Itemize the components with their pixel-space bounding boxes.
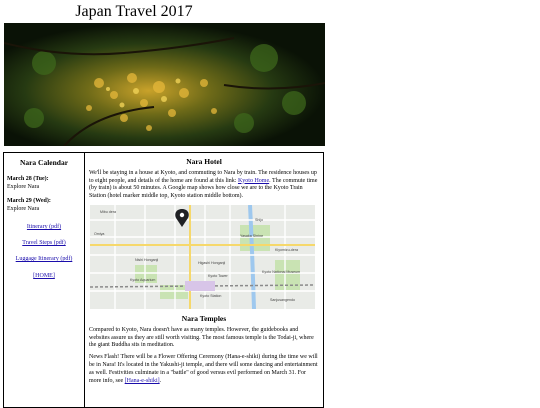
temples-heading: Nara Temples (181, 313, 227, 323)
main-content (85, 153, 323, 407)
map-label: Sanjusangendo (270, 297, 295, 302)
hana-e-shiki-link[interactable]: [Hana-e-shiki] (124, 377, 160, 384)
banner-photo (4, 23, 325, 146)
hotel-paragraph (89, 170, 319, 201)
map-label: Yasaka Shrine (240, 233, 264, 238)
calendar-date: March 28 (Tue): (7, 176, 49, 182)
hotel-heading: Nara Hotel (186, 157, 222, 166)
map-label: Kyoto National Museum (262, 269, 301, 274)
calendar-date: March 29 (Wed): (7, 198, 51, 204)
calendar-text: Explore Nara (7, 184, 40, 190)
sidebar (4, 153, 85, 407)
news-text-end: . (159, 377, 162, 384)
news-text: News Flash! There will be a Flower Offering Ceremony (Hana-e-shiki) during the time we will be in Nara! It's located in the Yakushi-ji temple, and there will some dancing and entertainment as well. Festivities culminate in a "battle" of good versus evil performed on March 31. For more info, see (89, 354, 318, 384)
luggage-itinerary-link[interactable]: Luggage Itinerary (pdf) (15, 256, 73, 262)
page-title: Japan Travel 2017 (75, 3, 193, 20)
calendar-entry (7, 197, 81, 213)
map-label: Shijo (255, 217, 263, 222)
map-label: Nishi Honganji (135, 257, 159, 262)
map-label: Kyoto Tower (208, 273, 228, 278)
calendar-entry (7, 175, 81, 191)
hotel-text: We'll be staying in a house at Kyoto, and commuting to Nara by train. The residence houses up to eight people, and details of the home are found at this link: (89, 169, 317, 184)
sidebar-heading: Nara Calendar (19, 158, 69, 167)
map-label: Kyoto Aquarium (130, 277, 156, 282)
map-label: Kiyomizu-dera (275, 247, 298, 252)
map-label: Omiya (94, 231, 105, 236)
home-link[interactable]: [HOME] (33, 273, 55, 279)
map-label: Kyoto Station (200, 293, 222, 298)
content-table (3, 152, 324, 408)
map-label: Mibu dera (100, 209, 116, 214)
travel-steps-link[interactable]: Travel Steps (pdf) (22, 240, 66, 246)
temples-paragraph: Compared to Kyoto, Nara doesn't have as many temples. However, the guidebooks and websites assure us they are still worth visiting. The most famous temple is the Todai-ji, where the giant Buddha sits in meditation. (89, 326, 314, 349)
kyoto-home-link[interactable]: Kyoto Home (237, 177, 270, 184)
google-map[interactable] (90, 205, 315, 309)
maple-foliage-photo (4, 23, 325, 146)
itinerary-link[interactable]: Itinerary (pdf) (26, 224, 62, 230)
hotel-text-continued: . The commute time (by train) is about 50 minutes. A Google map shows how close we are to the Kyoto Train Station (hotel marker middle top, Kyoto station middle bottom). (89, 177, 318, 200)
sidebar-links (7, 223, 81, 280)
news-paragraph (89, 354, 319, 385)
map-label: Higashi Honganji (198, 260, 226, 265)
calendar-text: Explore Nara (7, 206, 40, 212)
